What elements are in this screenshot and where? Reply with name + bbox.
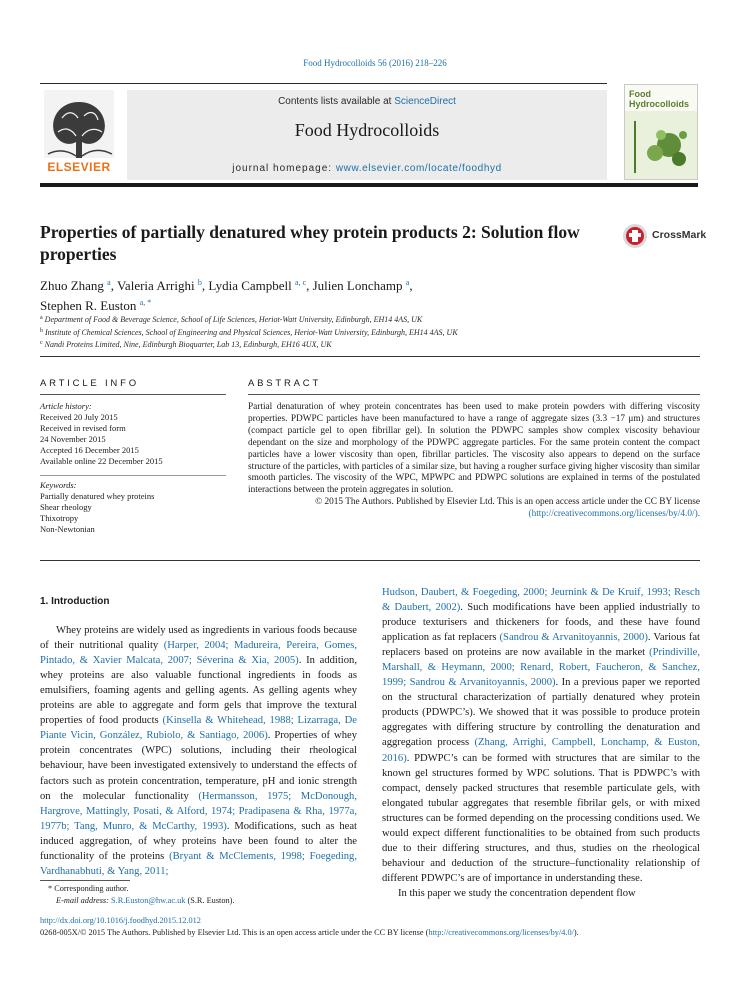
author-name[interactable]: Lydia Campbell [208, 278, 296, 293]
body-text: . Various fat replacers based on proteins are now available in the market [382, 632, 701, 659]
masthead-top-rule [40, 83, 607, 84]
author-name[interactable]: Zhuo Zhang [40, 278, 108, 293]
homepage-link[interactable]: www.elsevier.com/locate/foodhyd [335, 163, 502, 174]
body-text: . PDWPC’s can be formed with structures that are similar to the known gel structures formed by WPC solutions. That is PDWPC’s with compact, densely packed structures that resemble particulate gels, with elongated tubular aggregates that resemble fibrilar gels, or with mixed structures can be formed depending on the processing conditions used. We would expect different functionalities to be obtained from such products due to their differing structures, and thus, studies on the rheological behaviour and deduction of the structure–functionality relationship of different PDWPC’s are of importance in understanding these. [382, 752, 700, 884]
cover-molecule-art-icon [625, 111, 698, 180]
keywords-label: Keywords: [40, 480, 77, 490]
corresponding-label: * Corresponding author. [48, 884, 129, 893]
email-label: E-mail address: [56, 896, 111, 905]
author-separator: , [110, 278, 117, 293]
intro-paragraph [40, 623, 357, 879]
affiliation-marker: c [40, 340, 43, 346]
license-link[interactable]: (http://creativecommons.org/licenses/by/4.0/). [528, 509, 700, 520]
body-text: . Properties of whey protein concentrates (WPC) solutions, including their rheological behaviour, have been investigated extensively to understand the effects of factors such as protein concentration, temperature, pH and ionic strength on the molecular functionality [40, 730, 357, 802]
homepage-prefix: journal homepage: [232, 163, 336, 174]
footnote-rule [40, 880, 130, 881]
author-affiliation-marker[interactable]: a [107, 278, 111, 287]
copyright-text: © 2015 The Authors. Published by Elsevier Ltd. This is an open access article under the CC BY license [315, 497, 700, 508]
cover-title [629, 89, 695, 109]
body-text: . Modifications, such as heat induced aggregation, of whey proteins have been found to alter the functionality of the proteins [40, 820, 358, 862]
abstract-heading: ABSTRACT [248, 378, 322, 389]
elsevier-wordmark: ELSEVIER [47, 160, 111, 174]
masthead-bottom-rule [40, 183, 698, 187]
author-affiliation-marker[interactable]: a [405, 278, 410, 287]
doi-link[interactable]: http://dx.doi.org/10.1016/j.foodhyd.2015.12.012 [40, 916, 201, 925]
masthead [127, 90, 607, 180]
journal-cover-thumbnail[interactable] [624, 84, 698, 180]
article-title: Properties of partially denatured whey protein products 2: Solution flow properties [40, 222, 580, 264]
body-text: Whey proteins are widely used as ingredients in various foods because of their nutritional quality [40, 625, 357, 652]
intro-paragraph-continued [382, 585, 700, 886]
body-left-column [40, 594, 357, 879]
keyword-item: Non-Newtonian [40, 524, 95, 534]
email-link[interactable]: S.R.Euston@hw.ac.uk [111, 896, 186, 905]
keyword-item: Partially denatured whey proteins [40, 491, 155, 501]
cover-title-line1: Food [629, 89, 651, 99]
history-line: Available online 22 December 2015 [40, 456, 163, 466]
keywords [40, 480, 226, 535]
abstract-body [248, 402, 700, 521]
citation-link[interactable]: (Sandrou & Arvanitoyannis, 2000) [499, 632, 648, 644]
issn-license-line [40, 928, 700, 937]
author-affiliation-marker[interactable]: a, * [139, 298, 152, 307]
affiliation-line [40, 326, 700, 339]
history-line: Received in revised form [40, 423, 126, 433]
footer-license-link[interactable]: http://creativecommons.org/licenses/by/4.0/ [428, 928, 574, 937]
citation-link[interactable]: (Prindiville, Marshall, & Heymann, 2000; Renard, Robert, Faucheron, & Sanchez, 1999; Sandrou & Arvanitoyannis, 2000) [382, 647, 700, 689]
intro-paragraph-2: In this paper we study the concentration dependent flow [398, 887, 636, 899]
history-line: Accepted 16 December 2015 [40, 445, 139, 455]
author-name[interactable]: Stephen R. Euston [40, 298, 140, 313]
affiliation-line [40, 313, 700, 326]
author-affiliation-marker[interactable]: b [197, 278, 202, 287]
history-keyword-divider [40, 475, 226, 476]
keyword-item: Thixotropy [40, 513, 79, 523]
divider-rule [40, 560, 700, 561]
journal-citation[interactable]: Food Hydrocolloids 56 (2016) 218–226 [303, 58, 447, 68]
body-right-column [382, 585, 700, 901]
contents-availability [127, 96, 607, 107]
section-heading-introduction: 1. Introduction [40, 596, 110, 607]
history-line: 24 November 2015 [40, 434, 106, 444]
issn-text: 0268-005X/© 2015 The Authors. Published by Elsevier Ltd. This is an open access article under the CC BY license ( [40, 928, 429, 937]
journal-name: Food Hydrocolloids [294, 120, 440, 140]
author-separator: , [201, 278, 209, 293]
body-text: . Such modifications have been applied industrially to produce texturisers and thickeners for foods, and these have found application as fat replacers [382, 602, 700, 644]
divider-rule [40, 356, 700, 357]
abstract-copyright [248, 497, 700, 521]
citation-link[interactable]: (Kinsella & Whitehead, 1988; Lizarraga, De Piante Vicin, González, Rubiolo, & Santiago, 2006) [40, 715, 357, 742]
issn-end: ). [573, 928, 579, 937]
citation-link[interactable]: Hudson, Daubert, & Foegeding, 2000; Jeurnink & De Kruif, 1993; Resch & Daubert, 2002) [382, 587, 700, 614]
citation-link[interactable]: (Zhang, Arrighi, Campbell, Lonchamp, & Euston, 2016) [382, 737, 700, 764]
abstract-text: Partial denaturation of whey protein concentrates has been used to make protein powders with differing viscosity properties. PDWPC particles have been manufactured to have a range of aggregate sizes (3.3 −17 μm) and structures (compact particle gel to open fibrillar gel). In solution the PDWPC samples show complex viscosity behaviour dependant on the size and morphology of the PDWPC aggregate particles. For the same protein content the compact particles have a lower viscosity than open, fibrillar particles. The viscosity also appears to depend on the surface structure of the particles, with particles of a similar size, but having a rougher surface giving higher viscosity than similar smooth particles. The viscosity of the WPC, MPWPC and PDWPC solutions are explained in terms of the postulated interactions between the protein aggregates in solution. [248, 402, 700, 496]
affiliation-line [40, 338, 700, 351]
author-name[interactable]: Valeria Arrighi [116, 278, 198, 293]
affiliations [40, 313, 700, 351]
keyword-item: Shear rheology [40, 502, 92, 512]
abstract-rule [248, 394, 700, 395]
cover-title-line2: Hydrocolloids [629, 99, 690, 109]
citation-link[interactable]: (Harper, 2004; Madureira, Pereira, Gomes, Pintado, & Xavier Malcata, 2007; Séverina & Xia, 2005) [40, 640, 357, 667]
affiliation-marker: a [40, 315, 43, 321]
email-suffix: (S.R. Euston). [185, 896, 235, 905]
journal-homepage [127, 163, 607, 174]
affiliation-marker: b [40, 327, 43, 334]
sciencedirect-link[interactable]: ScienceDirect [394, 96, 456, 107]
article-history [40, 401, 226, 467]
history-label: Article history: [40, 401, 92, 411]
email-line [40, 895, 340, 907]
author-separator: , [409, 278, 413, 293]
body-text: . In addition, whey proteins are also valuable functional ingredients in foods as emulsifiers, foaming agents and gelling agents. As gelling agents whey proteins are able to aggregate and form gels that improve the textural properties of food products [40, 655, 357, 727]
affiliation-text: Nandi Proteins Limited, Nine, Edinburgh Bioquarter, Lab 13, Edinburgh, EH16 4UX, UK [42, 340, 332, 349]
article-info-rule [40, 394, 226, 395]
body-text: . In a previous paper we reported on the structural characterization of partially denatured whey protein products (PDWPC’s). We showed that it was possible to produce protein aggregates with differing structure by controlling the denaturation and aggregation process [382, 677, 700, 749]
author-separator: , [306, 278, 313, 293]
crossmark-icon [622, 223, 648, 249]
article-info-heading: ARTICLE INFO [40, 378, 139, 389]
author-list [40, 274, 640, 314]
citation-link[interactable]: (Bryant & McClements, 1998; Foegeding, Vardhanabhuti, & Yang, 2011; [40, 850, 358, 877]
affiliation-text: Institute of Chemical Sciences, School of Engineering and Physical Sciences, Heriot-Watt University, Edinburgh, EH14 4AS, UK [43, 327, 458, 337]
author-name[interactable]: Julien Lonchamp [312, 278, 406, 293]
crossmark-badge[interactable] [622, 223, 707, 249]
contents-prefix: Contents lists available at [278, 96, 395, 107]
history-line: Received 20 July 2015 [40, 412, 118, 422]
author-affiliation-marker[interactable]: a, c [295, 278, 307, 287]
affiliation-text: Department of Food & Beverage Science, School of Life Sciences, Heriot-Watt University, Edinburgh, EH14 4AS, UK [42, 315, 423, 324]
crossmark-label: CrossMark [652, 229, 707, 241]
citation-link[interactable]: (Hermansson, 1975; McDonough, Hargrove, Mattingly, Posati, & Alford, 1974; Pradipasena & Rha, 1977a, 1977b; Tang, Munro, & McCarthy, 1993) [40, 790, 357, 832]
corresponding-author-footnote [40, 883, 340, 907]
